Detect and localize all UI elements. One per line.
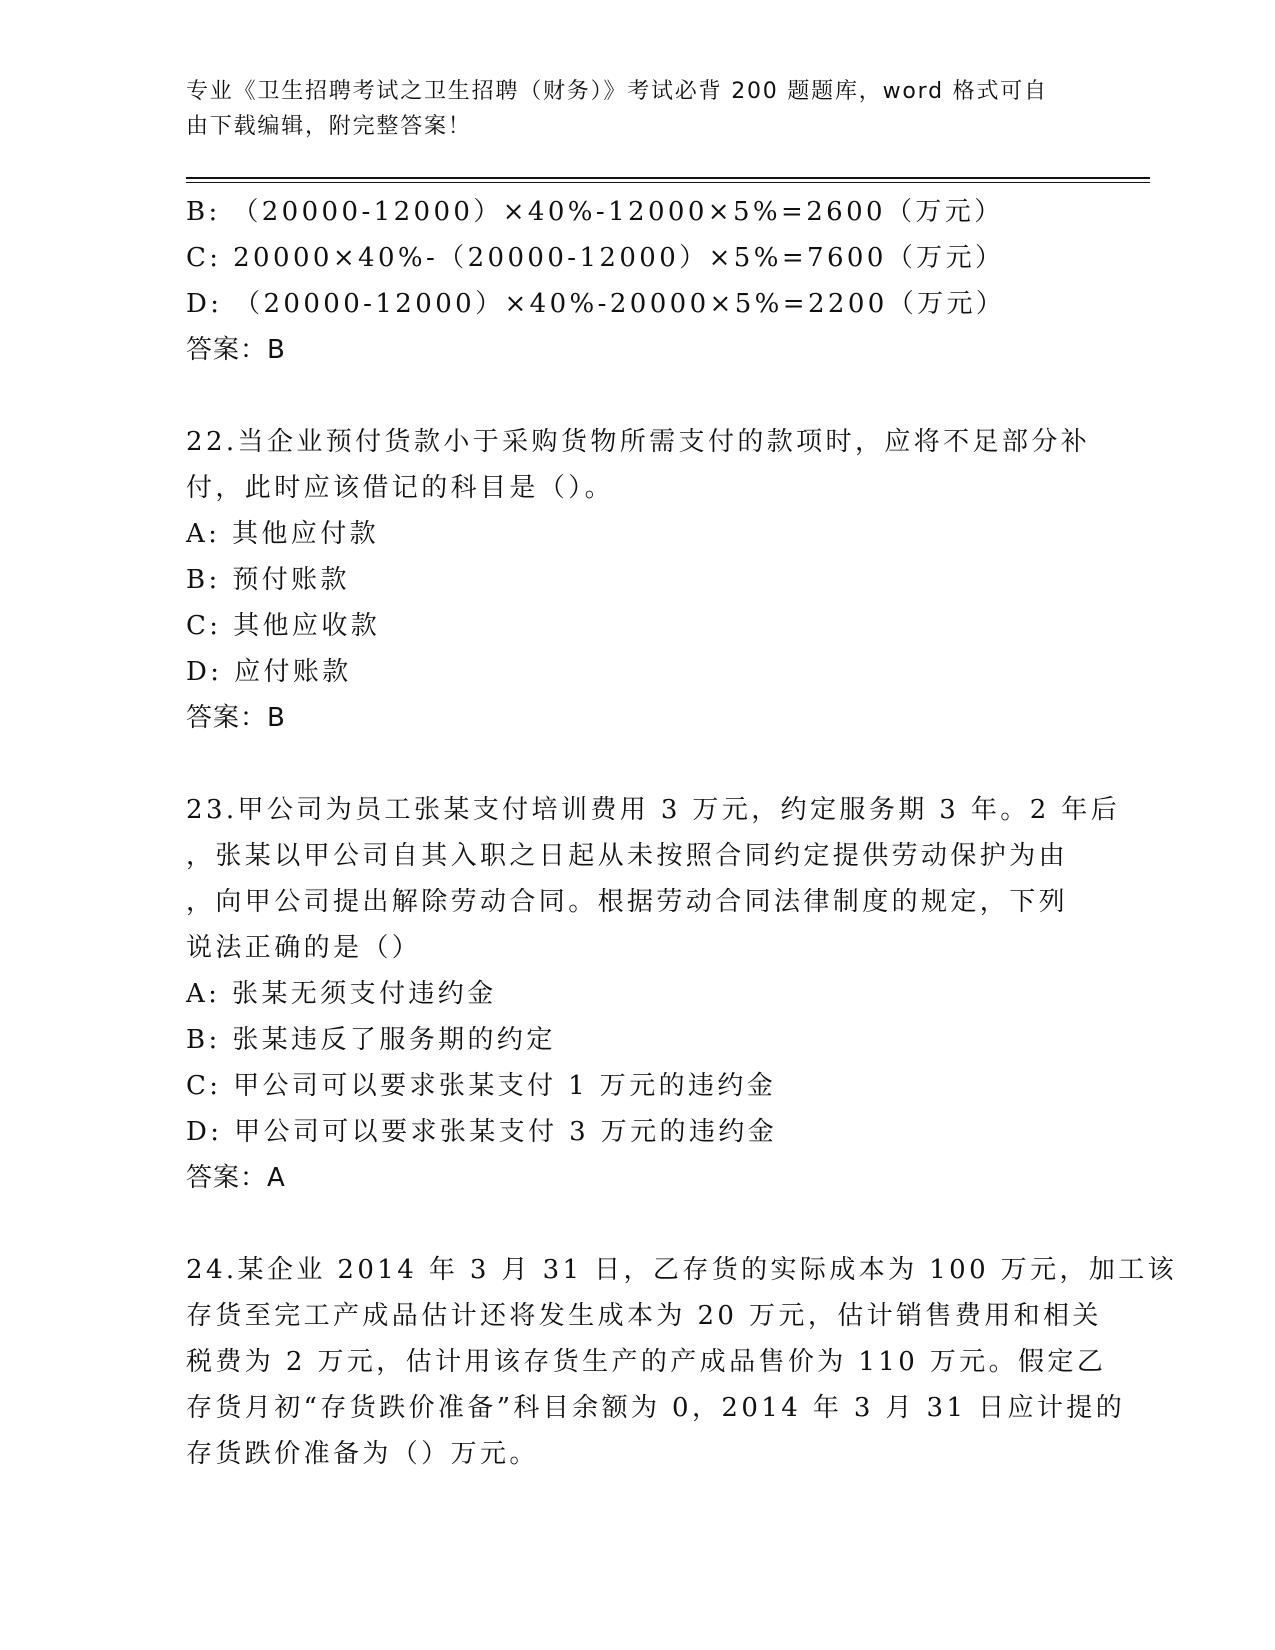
spacer: [186, 741, 1086, 787]
question-24: [186, 1247, 1178, 1477]
option-c: C: 20000×40%-（20000-12000）×5%=7600（万元）: [186, 243, 1005, 273]
question-stem-line: 存货跌价准备为（）万元。: [186, 1439, 539, 1469]
option-c: C: 甲公司可以要求张某支付 1 万元的违约金: [186, 1071, 777, 1101]
answer-line: 答案：B: [186, 703, 286, 733]
question-stem-line: 存货至完工产成品估计还将发生成本为 20 万元，估计销售费用和相关: [186, 1301, 1102, 1331]
option-b: B: （20000-12000）×40%-12000×5%=2600（万元）: [186, 197, 1004, 227]
option-d: D: 甲公司可以要求张某支付 3 万元的违约金: [186, 1117, 778, 1147]
question-stem-line: 税费为 2 万元，估计用该存货生产的产成品售价为 110 万元。假定乙: [186, 1347, 1107, 1377]
spacer: [186, 1201, 1086, 1247]
question-21-continued: [186, 189, 1086, 373]
document-body: [186, 189, 1178, 1477]
header-line: 专业《卫生招聘考试之卫生招聘（财务）》考试必背 200 题题库，word 格式可自: [186, 79, 1048, 104]
option-a: A: 其他应付款: [186, 519, 380, 549]
question-stem-line: 22.当企业预付货款小于采购货物所需支付的款项时，应将不足部分补: [186, 427, 1091, 457]
question-23: [186, 787, 1121, 1201]
option-c: C: 其他应收款: [186, 611, 381, 641]
question-stem-line: ，张某以甲公司自其入职之日起从未按照合同约定提供劳动保护为由: [186, 841, 1069, 871]
option-b: B: 预付账款: [186, 565, 350, 595]
option-a: A: 张某无须支付违约金: [186, 979, 497, 1009]
question-22: [186, 419, 1091, 741]
answer-line: 答案：B: [186, 335, 286, 365]
question-stem-line: 付，此时应该借记的科目是（）。: [186, 473, 615, 503]
header-divider-thin: [186, 182, 1150, 183]
question-stem-line: 说法正确的是（）: [186, 933, 422, 963]
question-stem-line: 23.甲公司为员工张某支付培训费用 3 万元，约定服务期 3 年。2 年后: [186, 795, 1121, 825]
option-b: B: 张某违反了服务期的约定: [186, 1025, 556, 1055]
question-stem-line: ，向甲公司提出解除劳动合同。根据劳动合同法律制度的规定，下列: [186, 887, 1069, 917]
answer-line: 答案：A: [186, 1163, 286, 1193]
option-d: D: （20000-12000）×40%-20000×5%=2200（万元）: [186, 289, 1006, 319]
question-stem-line: 24.某企业 2014 年 3 月 31 日，乙存货的实际成本为 100 万元，加工该: [186, 1255, 1178, 1285]
header-line: 由下载编辑，附完整答案！: [186, 114, 472, 139]
header-divider-thick: [186, 177, 1150, 179]
document-header: [186, 74, 1066, 144]
spacer: [186, 373, 1086, 419]
question-stem-line: 存货月初“存货跌价准备”科目余额为 0，2014 年 3 月 31 日应计提的: [186, 1393, 1126, 1423]
option-d: D: 应付账款: [186, 657, 352, 687]
